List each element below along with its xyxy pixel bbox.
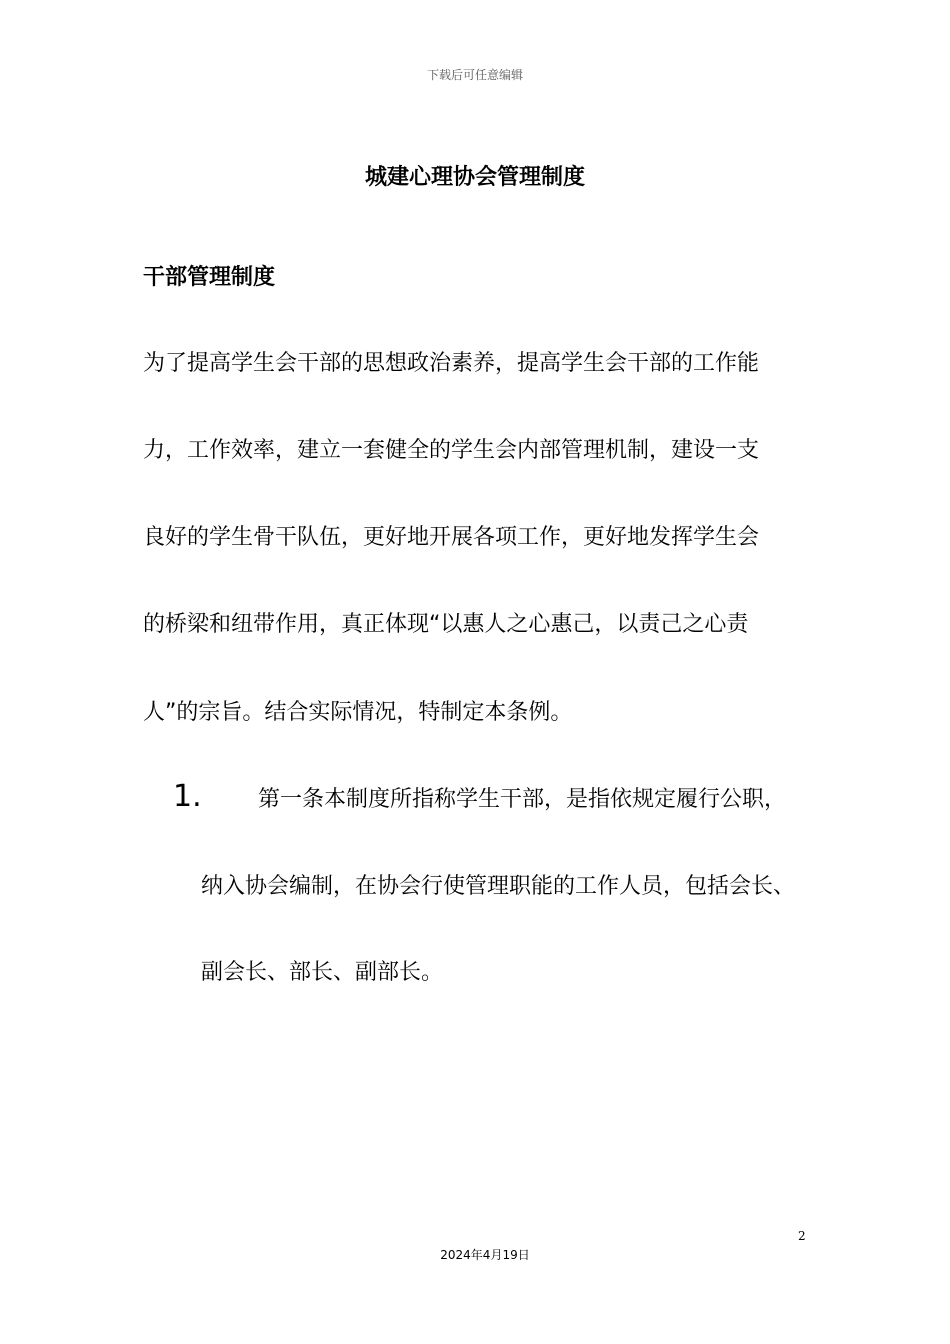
header-note: 下载后可任意编辑	[426, 68, 523, 82]
footer-date: 2024年4月19日	[440, 1248, 530, 1262]
paragraph-line: 力，工作效率，建立一套健全的学生会内部管理机制，建设一支	[143, 438, 760, 463]
paragraph-line: 人”的宗旨。结合实际情况，特制定本条例。	[143, 700, 573, 725]
list-item-line: 纳入协会编制，在协会行使管理职能的工作人员，包括会长、	[201, 874, 796, 899]
list-item-line: 第一条本制度所指称学生干部，是指依规定履行公职，	[258, 787, 787, 812]
paragraph-line: 良好的学生骨干队伍，更好地开展各项工作，更好地发挥学生会	[143, 525, 760, 550]
list-item-number: 1.	[173, 779, 202, 814]
section-heading: 干部管理制度	[143, 265, 276, 290]
list-item-line: 副会长、部长、副部长。	[201, 960, 444, 985]
document-title: 城建心理协会管理制度	[364, 165, 585, 190]
page-number: 2	[798, 1229, 806, 1243]
paragraph-line: 的桥梁和纽带作用，真正体现“以惠人之心惠己，以责己之心责	[143, 612, 749, 637]
paragraph-line: 为了提高学生会干部的思想政治素养，提高学生会干部的工作能	[143, 351, 760, 376]
